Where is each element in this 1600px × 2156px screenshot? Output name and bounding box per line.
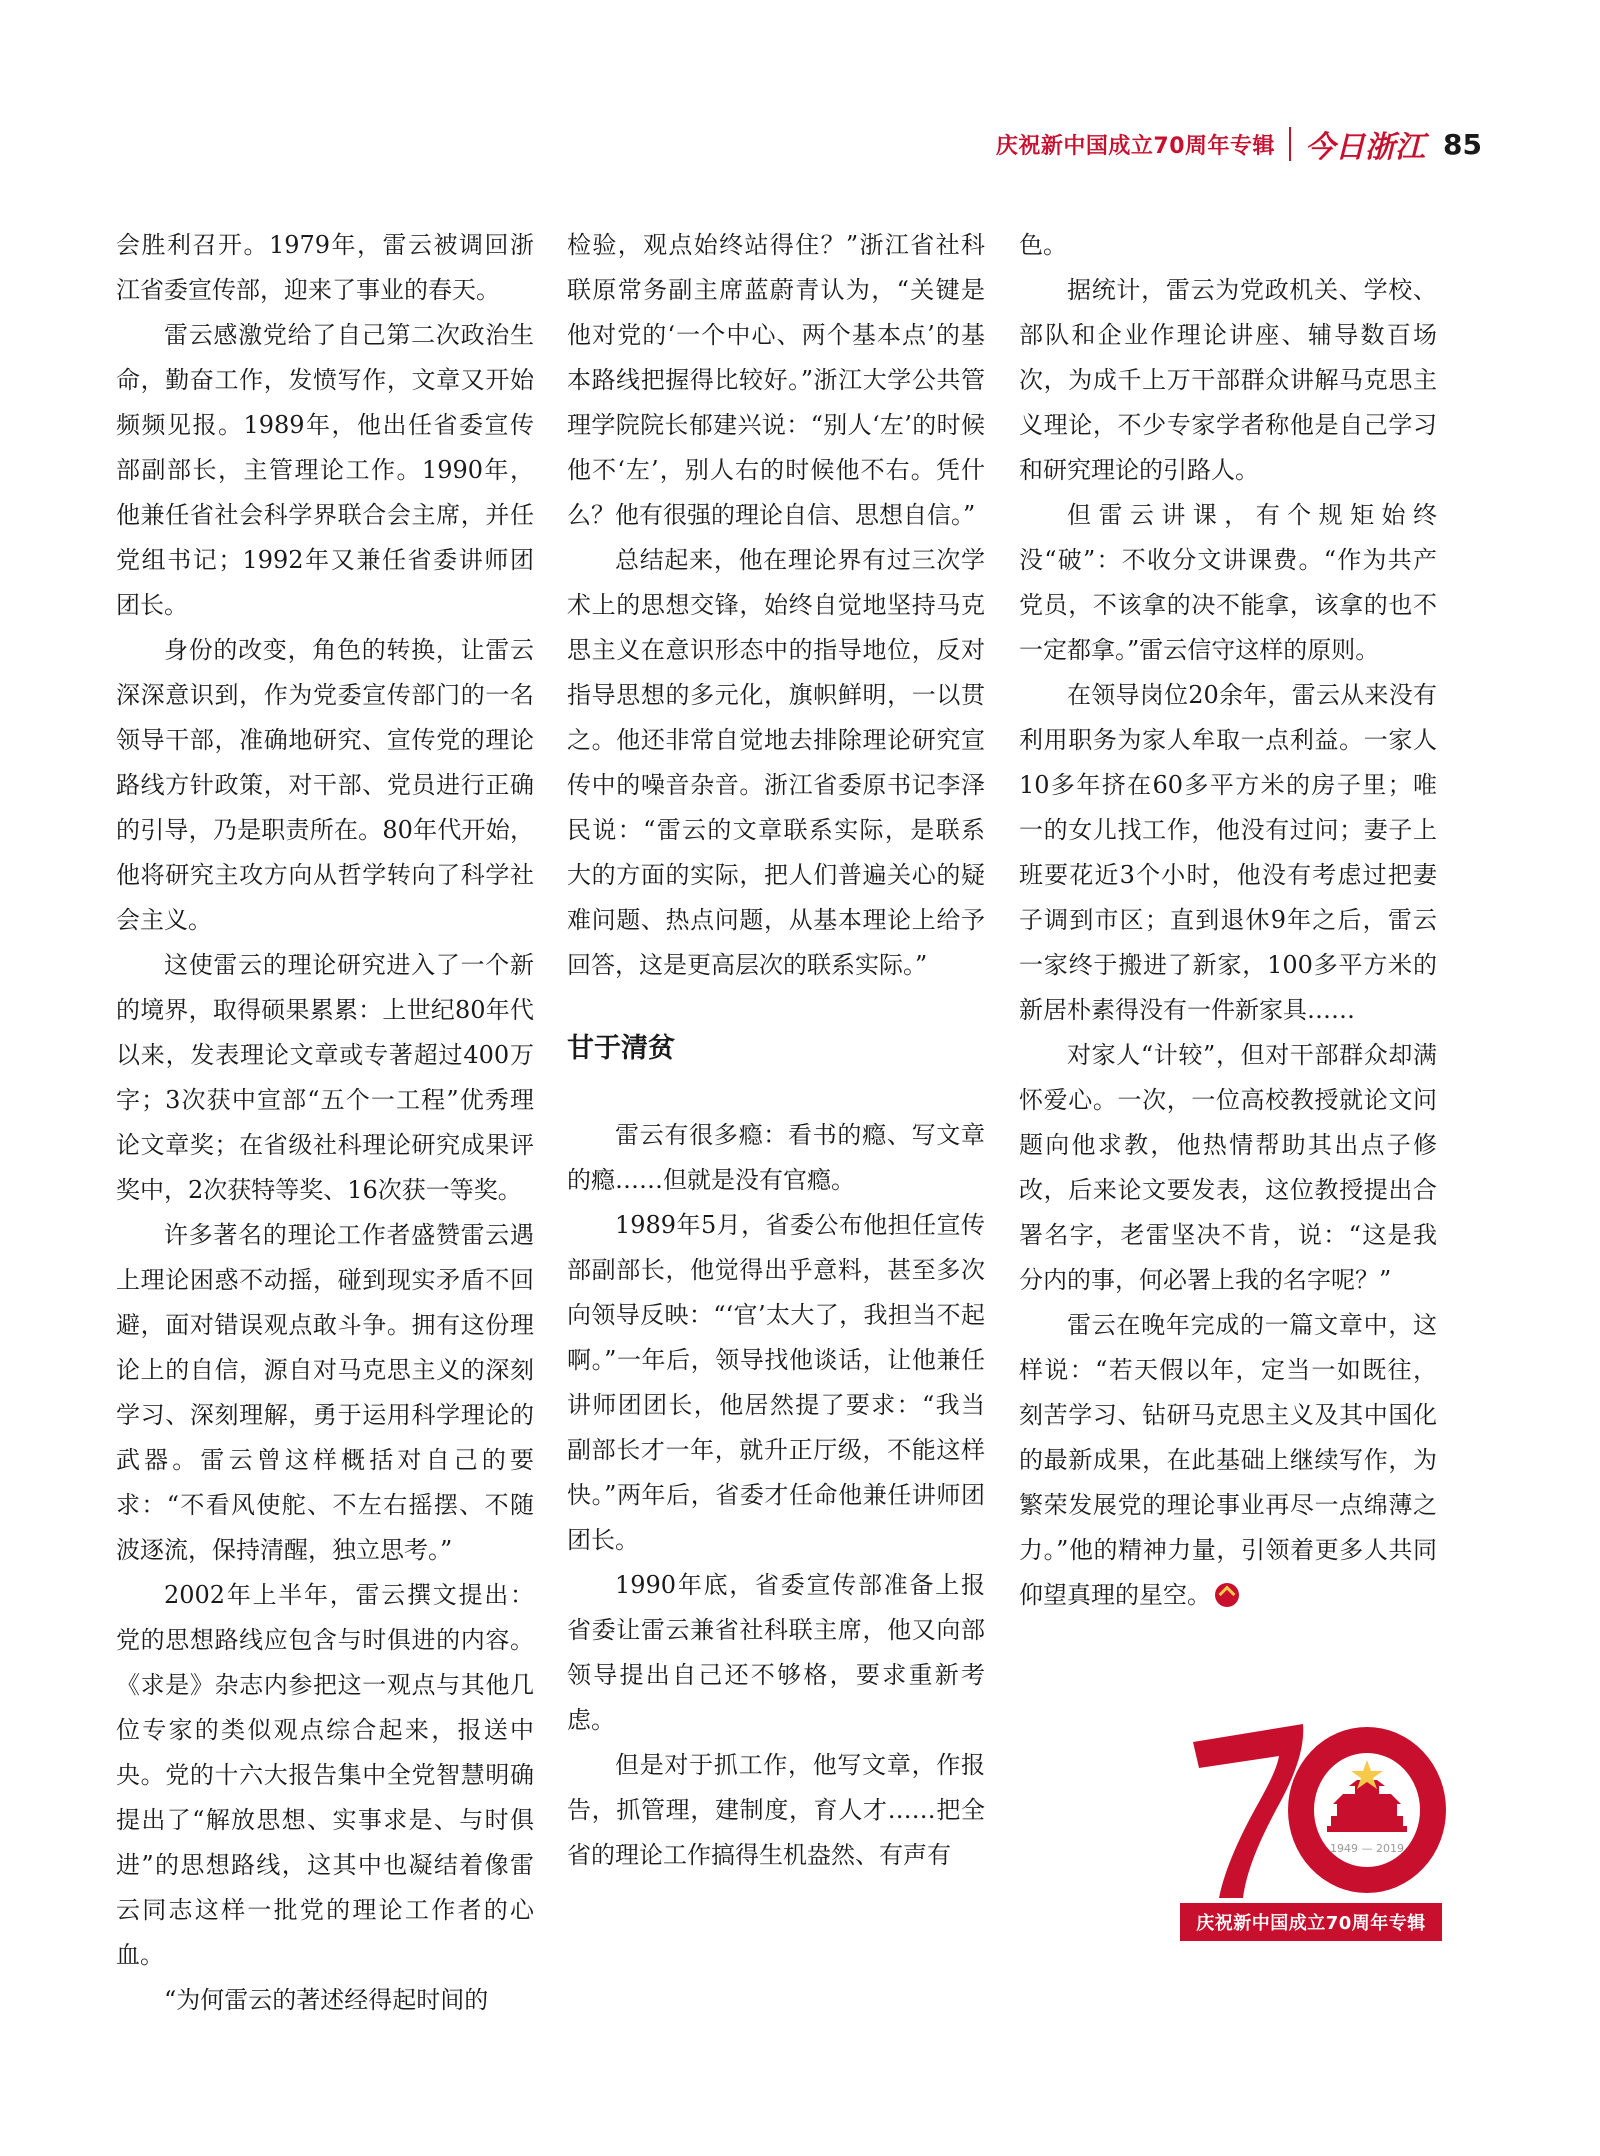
- header-divider: [1289, 127, 1291, 161]
- paragraph: 这使雷云的理论研究进入了一个新的境界，取得硕果累累：上世纪80年代以来，发表理论文章或专著超过400万字；3次获中宣部“五个一工程”优秀理论文章奖；在省级社科理论研究成果评奖中，2次获特等奖、16次获一等奖。: [116, 951, 534, 1204]
- special-issue-label: 庆祝新中国成立70周年专辑: [995, 133, 1276, 159]
- years-text: 1949 — 2019: [1330, 1842, 1404, 1855]
- paragraph: 1990年底，省委宣传部准备上报省委让雷云兼省社科联主席，他又向部领导提出自己还不够格，要求重新考虑。: [567, 1571, 985, 1734]
- page-header: [996, 122, 1482, 166]
- paragraph: “为何雷云的著述经得起时间的: [164, 1986, 489, 2014]
- paragraph: 会胜利召开。1979年，雷云被调回浙江省委宣传部，迎来了事业的春天。: [116, 231, 534, 304]
- paragraph: 2002年上半年，雷云撰文提出：党的思想路线应包含与时俱进的内容。《求是》杂志内参把这一观点与其他几位专家的类似观点综合起来，报送中央。党的十六大报告集中全党智慧明确提出了“解放思想、实事求是、与时俱进”的思想路线，这其中也凝结着像雷云同志这样一批党的理论工作者的心血。: [116, 1581, 534, 1969]
- article-column-1: [116, 223, 534, 2023]
- paragraph-last: [1019, 1303, 1437, 1618]
- paragraph: 色。: [1019, 231, 1067, 259]
- paragraph: 许多著名的理论工作者盛赞雷云遇上理论困惑不动摇，碰到现实矛盾不回避，面对错误观点敢斗争。拥有这份理论上的自信，源自对马克思主义的深刻学习、深刻理解，勇于运用科学理论的武器。雷云曾这样概括对自己的要求：“不看风使舵、不左右摇摆、不随波逐流，保持清醒，独立思考。”: [116, 1221, 534, 1564]
- article-column-3: [1019, 223, 1437, 1618]
- paragraph: 雷云有很多瘾：看书的瘾、写文章的瘾……但就是没有官瘾。: [567, 1121, 985, 1194]
- paragraph: 但是对于抓工作，他写文章，作报告，抓管理，建制度，育人才……把全省的理论工作搞得生机盎然、有声有: [567, 1751, 985, 1869]
- page-number: 85: [1443, 127, 1482, 161]
- paragraph: 但雷云讲课，有个规矩始终没“破”：不收分文讲课费。“作为共产党员，不该拿的决不能拿，该拿的也不一定都拿。”雷云信守这样的原则。: [1019, 501, 1437, 664]
- paragraph: 据统计，雷云为党政机关、学校、部队和企业作理论讲座、辅导数百场次，为成千上万干部群众讲解马克思主义理论，不少专家学者称他是自己学习和研究理论的引路人。: [1019, 276, 1437, 484]
- anniversary-70-emblem: [1185, 1718, 1447, 1900]
- paragraph-text: 雷云在晚年完成的一篇文章中，这样说：“若天假以年，定当一如既往，刻苦学习、钻研马克思主义及其中国化的最新成果，在此基础上继续写作，为繁荣发展党的理论事业再尽一点绵薄之力。”他的精神力量，引领着更多人共同仰望真理的星空。: [1019, 1311, 1437, 1609]
- magazine-logo: [1305, 122, 1425, 166]
- paragraph: 身份的改变，角色的转换，让雷云深深意识到，作为党委宣传部门的一名领导干部，准确地研究、宣传党的理论路线方针政策，对干部、党员进行正确的引导，乃是职责所在。80年代开始，他将研究主攻方向从哲学转向了科学社会主义。: [116, 636, 534, 934]
- section-heading: 甘于清贫: [567, 1033, 675, 1064]
- paragraph: 对家人“计较”，但对干部群众却满怀爱心。一次，一位高校教授就论文问题向他求教，他热情帮助其出点子修改，后来论文要发表，这位教授提出合署名字，老雷坚决不肯，说：“这是我分内的事，何必署上我的名字呢？”: [1019, 1041, 1437, 1294]
- paragraph: 总结起来，他在理论界有过三次学术上的思想交锋，始终自觉地坚持马克思主义在意识形态中的指导地位，反对指导思想的多元化，旗帜鲜明，一以贯之。他还非常自觉地去排除理论研究宣传中的噪音杂音。浙江省委原书记李泽民说：“雷云的文章联系实际，是联系大的方面的实际，把人们普遍关心的疑难问题、热点问题，从基本理论上给予回答，这是更高层次的联系实际。”: [567, 546, 985, 979]
- end-mark-icon: [1215, 1583, 1239, 1607]
- paragraph: 检验，观点始终站得住？”浙江省社科联原常务副主席蓝蔚青认为，“关键是他对党的‘一个中心、两个基本点’的基本路线把握得比较好。”浙江大学公共管理学院院长郁建兴说：“别人‘左’的时候他不‘左’，别人右的时候他不右。凭什么？他有很强的理论自信、思想自信。”: [567, 231, 985, 529]
- paragraph: 1989年5月，省委公布他担任宣传部副部长，他觉得出乎意料，甚至多次向领导反映：“‘官’太大了，我担当不起啊。”一年后，领导找他谈话，让他兼任讲师团团长，他居然提了要求：“我当副部长才一年，就升正厅级，不能这样快。”两年后，省委才任命他兼任讲师团团长。: [567, 1211, 985, 1554]
- paragraph: 在领导岗位20余年，雷云从来没有利用职务为家人牟取一点利益。一家人10多年挤在60多平方米的房子里；唯一的女儿找工作，他没有过问；妻子上班要花近3个小时，他没有考虑过把妻子调到市区；直到退休9年之后，雷云一家终于搬进了新家，100多平方米的新居朴素得没有一件新家具……: [1019, 681, 1437, 1024]
- article-column-2: [567, 223, 985, 1878]
- magazine-logo-text: 今日浙江: [1305, 130, 1426, 165]
- seven-shape: [1193, 1724, 1303, 1898]
- anniversary-banner: 庆祝新中国成立70周年专辑: [1180, 1903, 1442, 1941]
- paragraph: 雷云感激党给了自己第二次政治生命，勤奋工作，发愤写作，文章又开始频频见报。1989年，他出任省委宣传部副部长，主管理论工作。1990年，他兼任省社会科学界联合会主席，并任党组书记；1992年又兼任省委讲师团团长。: [116, 321, 534, 619]
